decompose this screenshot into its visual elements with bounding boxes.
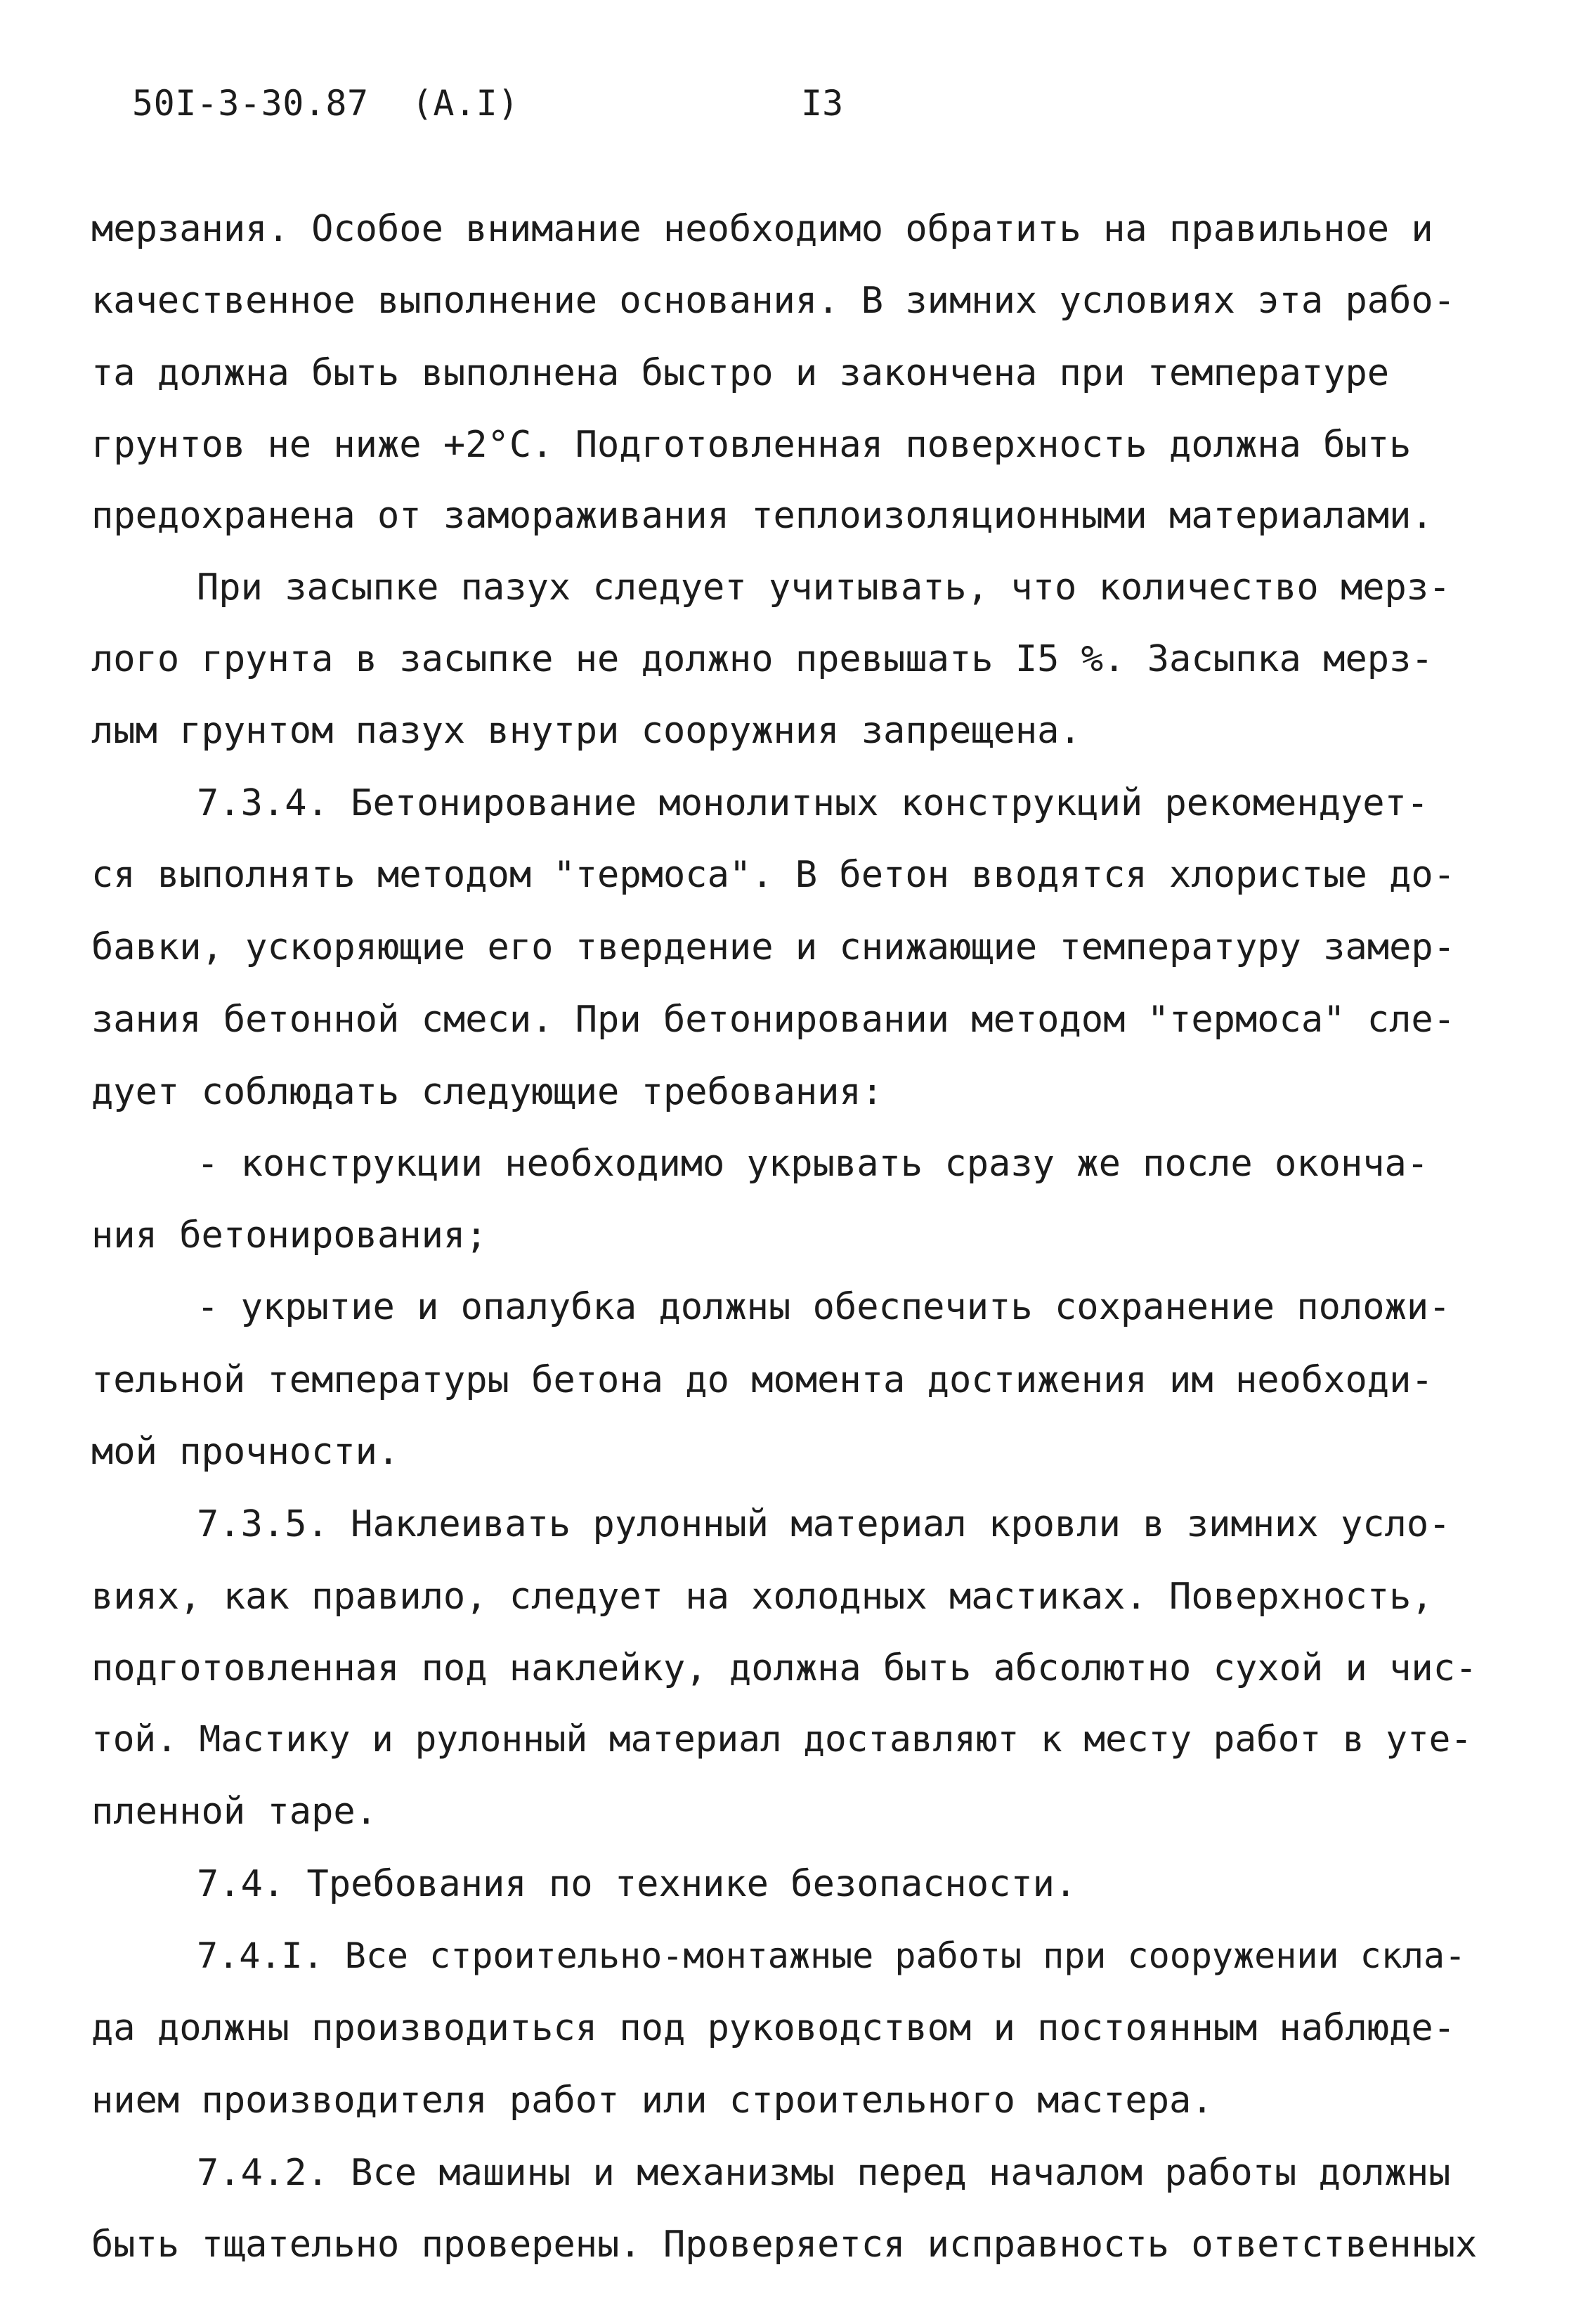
text-line: быть тщательно проверены. Проверяется исправность ответственных: [91, 2224, 1478, 2266]
text-line: лым грунтом пазух внутри сооружния запрещена.: [91, 710, 1081, 752]
text-line: 7.4.2. Все машины и механизмы перед началом работы должны: [197, 2152, 1451, 2194]
text-line: качественное выполнение основания. В зимних условиях эта рабо-: [91, 280, 1456, 322]
text-line: грунтов не ниже +2°С. Подготовленная поверхность должна быть: [91, 424, 1412, 466]
text-line: ся выполнять методом "термоса". В бетон вводятся хлористые до-: [91, 854, 1456, 896]
text-line: ния бетонирования;: [91, 1214, 488, 1257]
text-line: подготовленная под наклейку, должна быть абсолютно сухой и чис-: [91, 1647, 1478, 1689]
text-line: предохранена от замораживания теплоизоляционными материалами.: [91, 495, 1433, 537]
text-line: виях, как правило, следует на холодных мастиках. Поверхность,: [91, 1576, 1433, 1618]
text-line: да должны производиться под руководством и постоянным наблюде-: [91, 2007, 1456, 2049]
text-line: той. Мастику и рулонный материал доставляют к месту работ в уте-: [91, 1719, 1473, 1760]
text-line: лого грунта в засыпке не должно превышать I5 %. Засыпка мерз-: [91, 638, 1433, 680]
text-line: 7.3.4. Бетонирование монолитных конструкций рекомендует-: [197, 782, 1429, 824]
page-number: I3: [801, 83, 844, 124]
text-line: - укрытие и опалубка должны обеспечить сохранение положи-: [197, 1286, 1451, 1328]
text-line: тельной температуры бетона до момента достижения им необходи-: [91, 1359, 1433, 1401]
text-line: - конструкции необходимо укрывать сразу же после оконча-: [197, 1143, 1429, 1185]
text-line: 7.4. Требования по технике безопасности.: [197, 1863, 1077, 1905]
text-line: 7.4.I. Все строительно-монтажные работы при сооружении скла-: [197, 1935, 1466, 1976]
text-line: бавки, ускоряющие его твердение и снижающие температуру замер-: [91, 926, 1456, 968]
text-line: зания бетонной смеси. При бетонировании методом "термоса" сле-: [91, 999, 1456, 1041]
text-line: мой прочности.: [91, 1431, 400, 1473]
text-line: При засыпке пазух следует учитывать, что количество мерз-: [197, 566, 1451, 609]
document-code: 50I-3-30.87 (A.I): [132, 83, 519, 124]
text-line: 7.3.5. Наклеивать рулонный материал кровли в зимних усло-: [197, 1503, 1451, 1545]
text-line: нием производителя работ или строительного мастера.: [91, 2079, 1213, 2122]
text-line: пленной таре.: [91, 1791, 377, 1833]
text-line: та должна быть выполнена быстро и закончена при температуре: [91, 352, 1390, 394]
text-line: мерзания. Особое внимание необходимо обратить на правильное и: [91, 208, 1433, 250]
text-line: дует соблюдать следующие требования:: [91, 1071, 884, 1113]
